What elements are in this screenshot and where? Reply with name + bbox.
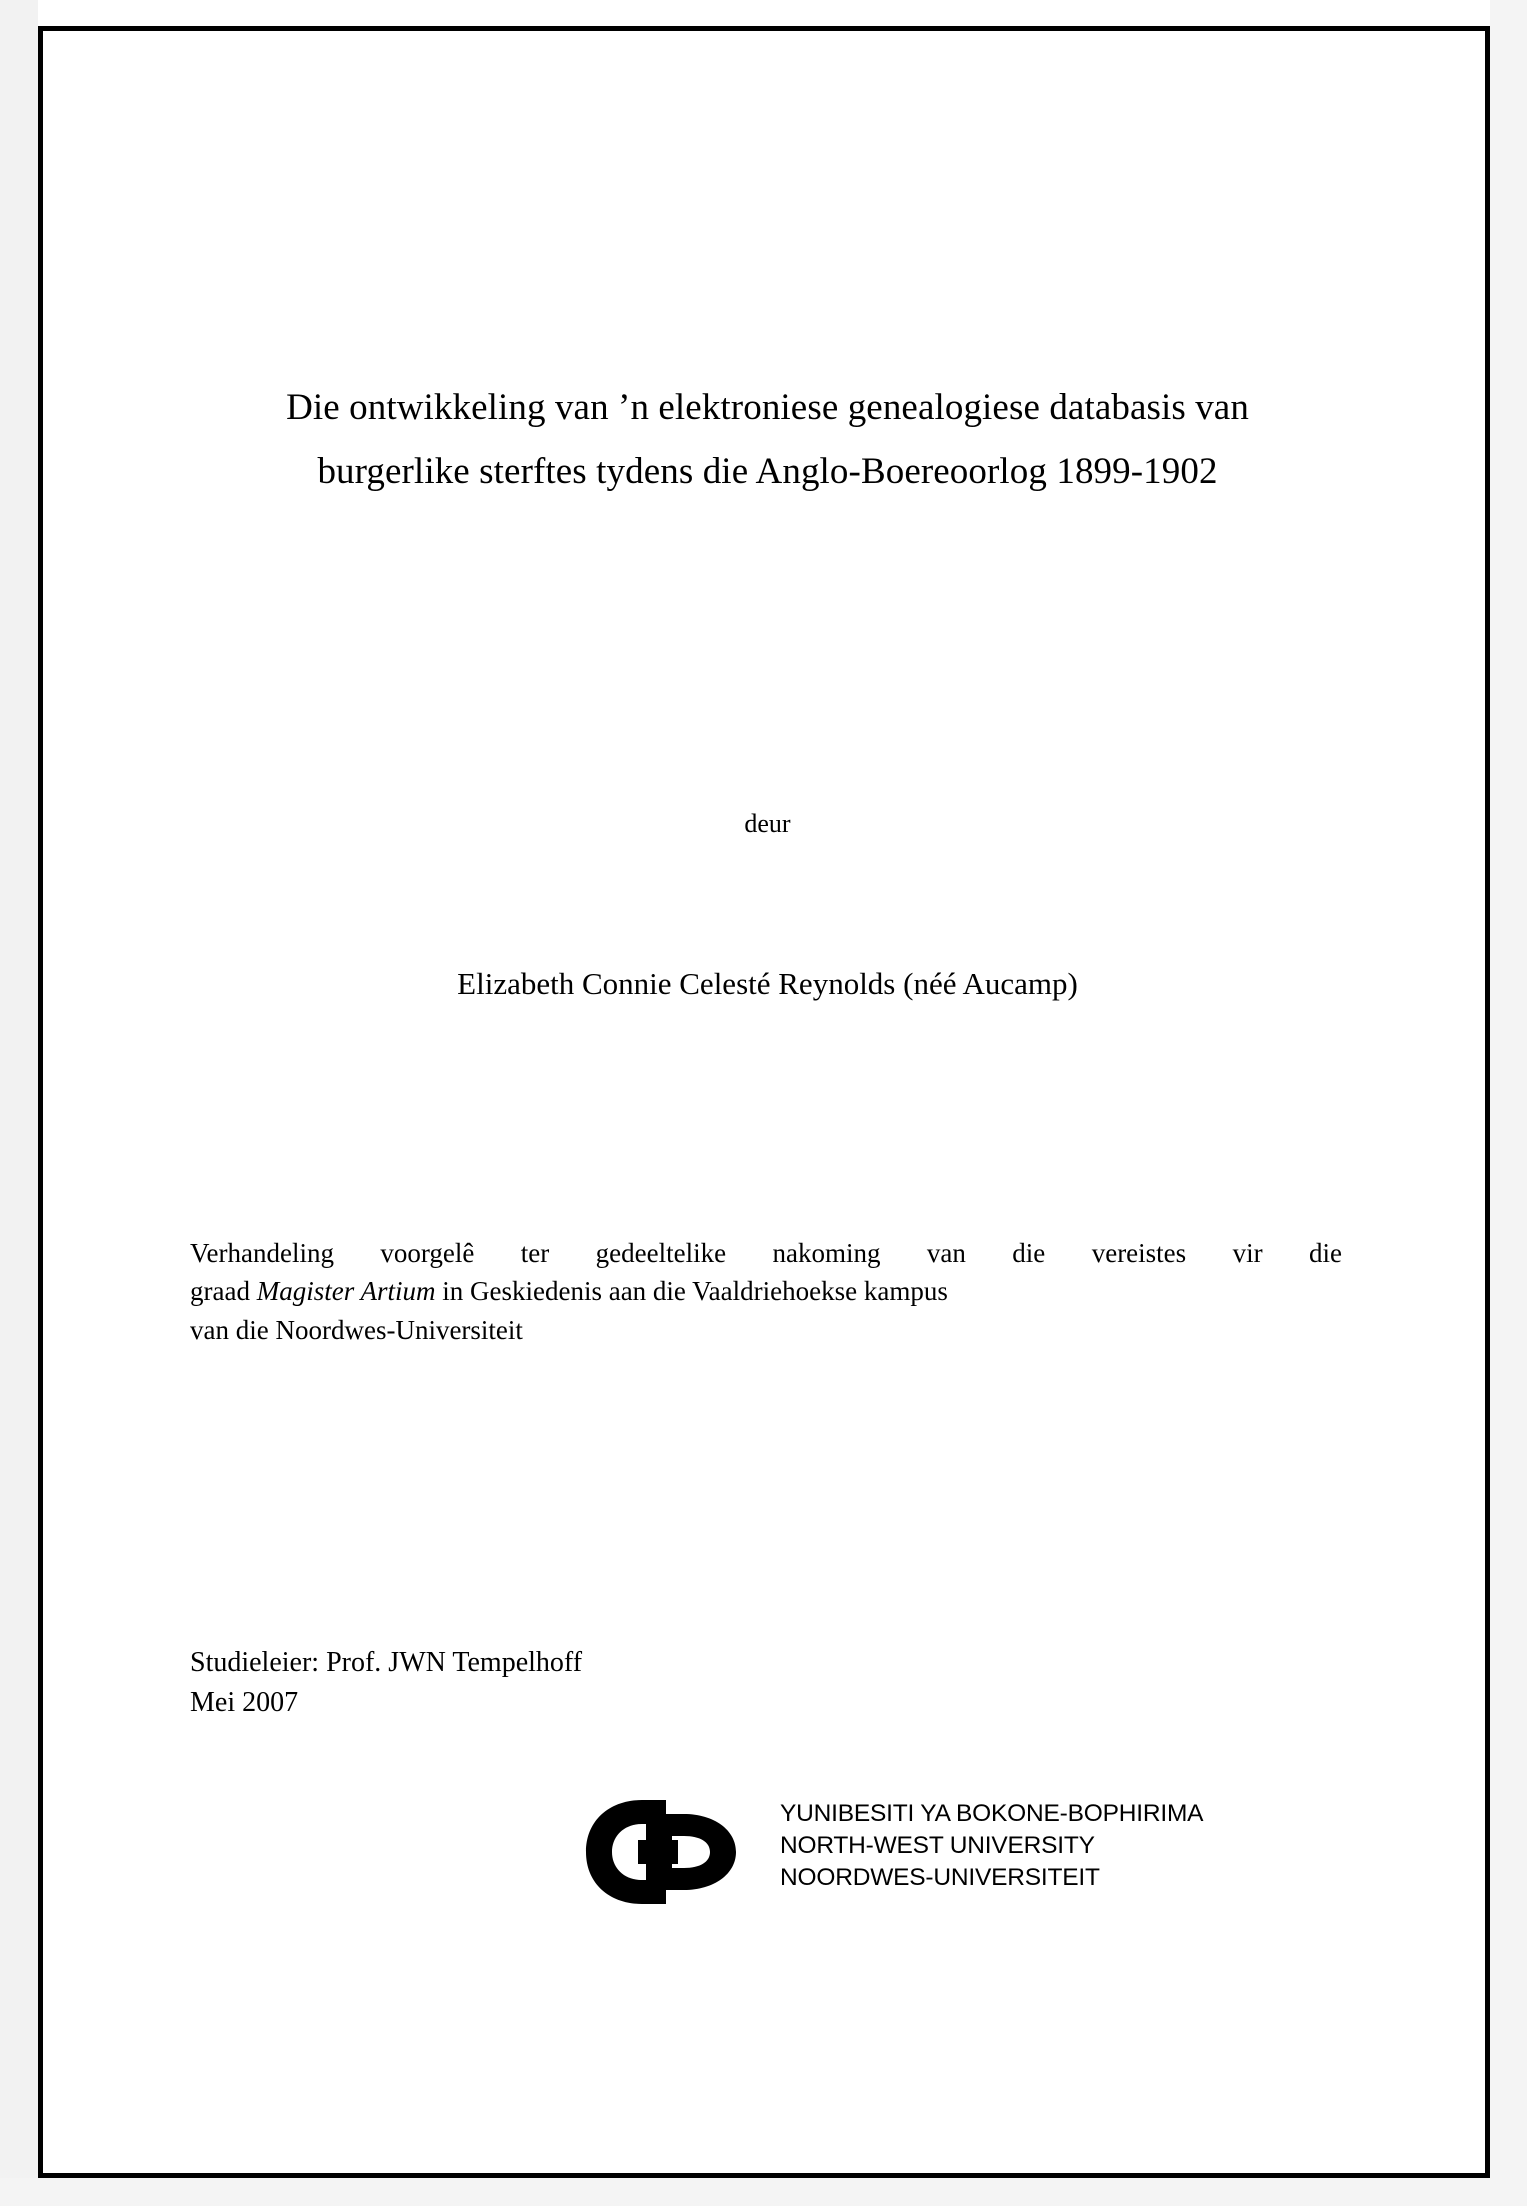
degree-statement-line-1: Verhandeling voorgelê ter gedeeltelike nakoming van die vereistes vir die [190, 1238, 1342, 1268]
supervisor-block [190, 1643, 1090, 1723]
logo-text-line-3: NOORDWES-UNIVERSITEIT [780, 1863, 1100, 1891]
degree-statement-line-2-post: in Geskiedenis aan die Vaaldriehoekse kampus [435, 1276, 948, 1307]
university-logo-text [780, 1798, 1220, 1894]
logo-text-line-1: YUNIBESITI YA BOKONE-BOPHIRIMA [780, 1800, 1204, 1827]
title-page-content [150, 26, 1380, 2178]
date-line: Mei 2007 [190, 1686, 299, 1718]
by-label: deur [744, 809, 791, 838]
degree-statement-line-3: van die Noordwes-Universiteit [190, 1314, 523, 1345]
page-title [180, 376, 1355, 503]
degree-name-italic: Magister Artium [256, 1276, 436, 1307]
title-line-1: Die ontwikkeling van ’n elektroniese genealogiese databasis van [286, 387, 1249, 428]
page-margin-left [0, 0, 38, 2206]
degree-statement-line-2-pre: graad [190, 1276, 257, 1307]
title-line-2: burgerlike sterftes tydens die Anglo-Boereoorlog 1899-1902 [317, 450, 1218, 492]
supervisor-line: Studieleier: Prof. JWN Tempelhoff [190, 1647, 583, 1678]
logo-text-line-2: NORTH-WEST UNIVERSITY [780, 1831, 1095, 1859]
page-margin-bottom [0, 2178, 1527, 2206]
north-west-university-logo-mark-icon [580, 1798, 770, 1906]
degree-statement-line-2 [190, 1272, 1342, 1310]
degree-statement [190, 1234, 1342, 1349]
author-name: Elizabeth Connie Celesté Reynolds (néé Aucamp) [457, 966, 1078, 1001]
page-margin-right [1490, 0, 1527, 2206]
university-logo [580, 1794, 1220, 1912]
